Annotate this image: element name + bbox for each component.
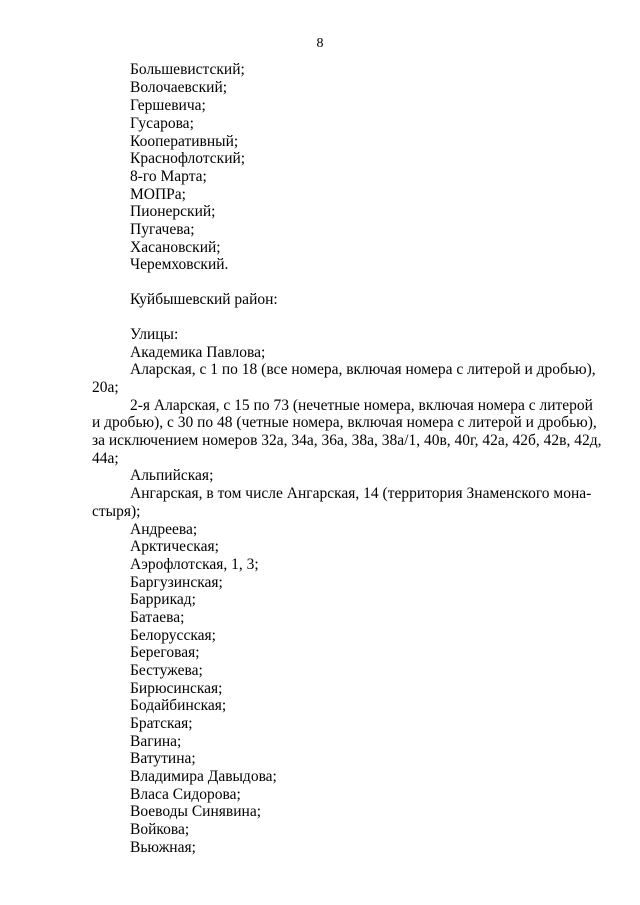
text-line: Аларская, с 1 по 18 (все номера, включая номера с литерой и дробью), xyxy=(130,361,596,378)
text-line: Владимира Давыдова; xyxy=(130,768,277,785)
text-line: Баргузинская; xyxy=(130,574,223,591)
text-line: Аэрофлотская, 1, 3; xyxy=(130,556,259,573)
text-line: Академика Павлова; xyxy=(130,344,266,361)
text-line: Волочаевский; xyxy=(130,79,228,96)
text-line: Краснофлотский; xyxy=(130,150,246,167)
text-line: Пионерский; xyxy=(130,203,216,220)
text-line: Андреева; xyxy=(130,521,198,538)
text-line: Белорусская; xyxy=(130,627,216,644)
text-line: Власа Сидорова; xyxy=(130,786,241,803)
text-line: 44а; xyxy=(92,450,119,467)
text-line: Воеводы Синявина; xyxy=(130,803,262,820)
text-line: Братская; xyxy=(130,715,193,732)
text-line: Гусарова; xyxy=(130,115,194,132)
text-line: Войкова; xyxy=(130,821,190,838)
text-line: Береговая; xyxy=(130,644,200,661)
text-line: стыря); xyxy=(92,503,141,520)
text-line: и дробью), с 30 по 48 (четные номера, включая номера с литерой и дробью), xyxy=(92,414,597,431)
text-line: Бестужева; xyxy=(130,662,203,679)
text-line: 2-я Аларская, с 15 по 73 (нечетные номера, включая номера с литерой xyxy=(130,397,593,414)
text-line: Большевистский; xyxy=(130,61,245,78)
text-line: 20а; xyxy=(92,379,119,396)
text-line: Вьюжная; xyxy=(130,839,196,856)
text-line: Альпийская; xyxy=(130,467,214,484)
text-line: Гершевича; xyxy=(130,97,206,114)
text-line: Кооперативный; xyxy=(130,133,239,150)
text-line: 8-го Марта; xyxy=(130,168,207,185)
text-line: за исключением номеров 32а, 34а, 36а, 38а, 38а/1, 40в, 40г, 42а, 42б, 42в, 42д, xyxy=(92,432,602,449)
text-line: МОПРа; xyxy=(130,186,186,203)
text-line: Вагина; xyxy=(130,733,182,750)
text-line: Бодайбинская; xyxy=(130,697,227,714)
subheading: Улицы: xyxy=(130,326,179,343)
text-line: Пугачева; xyxy=(130,221,195,238)
text-line: Ангарская, в том числе Ангарская, 14 (территория Знаменского мона- xyxy=(130,485,592,502)
text-line: Батаева; xyxy=(130,609,185,626)
text-line: Черемховский. xyxy=(130,256,229,273)
text-line: Ватутина; xyxy=(130,750,196,767)
section-heading: Куйбышевский район: xyxy=(130,291,278,308)
text-line: Хасановский; xyxy=(130,239,221,256)
text-line: Баррикад; xyxy=(130,591,196,608)
text-line: Арктическая; xyxy=(130,538,219,555)
text-line: Бирюсинская; xyxy=(130,680,223,697)
page-number: 8 xyxy=(316,36,324,51)
